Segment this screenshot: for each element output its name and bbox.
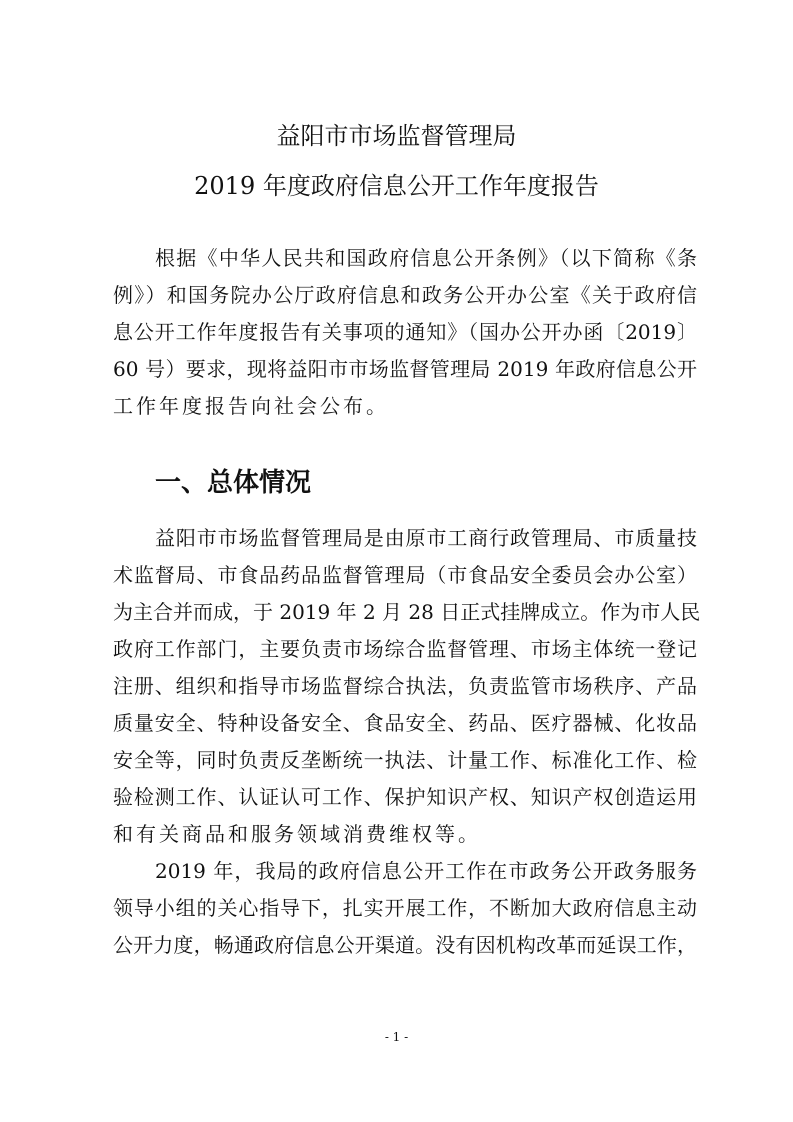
page-number: - 1 - — [384, 1030, 409, 1044]
body-line: 公开力度，畅通政府信息公开渠道。没有因机构改革而延误工作， — [113, 933, 697, 957]
body-line: 验检测工作、认证认可工作、保护知识产权、知识产权创造运用 — [113, 785, 697, 809]
document-title-line2: 2019 年度政府信息公开工作年度报告 — [194, 172, 599, 200]
body-line: 领导小组的关心指导下，扎实开展工作，不断加大政府信息主动 — [113, 896, 697, 920]
body-line: 和有关商品和服务领域消费维权等。 — [113, 822, 481, 846]
body-line: 益阳市市场监督管理局是由原市工商行政管理局、市质量技 — [155, 526, 697, 550]
body-line: 安全等，同时负责反垄断统一执法、计量工作、标准化工作、检 — [113, 748, 697, 772]
document-title-line1: 益阳市市场监督管理局 — [276, 122, 517, 150]
intro-line: 根据《中华人民共和国政府信息公开条例》（以下简称《条 — [155, 246, 697, 270]
body-line: 注册、组织和指导市场监督综合执法，负责监管市场秩序、产品 — [113, 674, 697, 698]
body-line: 质量安全、特种设备安全、食品安全、药品、医疗器械、化妆品 — [113, 711, 697, 735]
body-line: 为主合并而成，于 2019 年 2 月 28 日正式挂牌成立。作为市人民 — [113, 600, 701, 624]
section-heading: 一、总体情况 — [155, 468, 312, 498]
body-line: 术监督局、市食品药品监督管理局（市食品安全委员会办公室） — [113, 563, 697, 587]
body-line: 2019 年，我局的政府信息公开工作在市政务公开政务服务 — [155, 859, 697, 883]
intro-line: 息公开工作年度报告有关事项的通知》（国办公开办函〔2019〕 — [113, 320, 697, 344]
intro-line: 工作年度报告向社会公布。 — [113, 394, 389, 418]
body-line: 政府工作部门，主要负责市场综合监督管理、市场主体统一登记 — [113, 637, 697, 661]
intro-line: 60 号）要求，现将益阳市市场监督管理局 2019 年政府信息公开 — [113, 357, 697, 381]
intro-line: 例》）和国务院办公厅政府信息和政务公开办公室《关于政府信 — [113, 283, 697, 307]
